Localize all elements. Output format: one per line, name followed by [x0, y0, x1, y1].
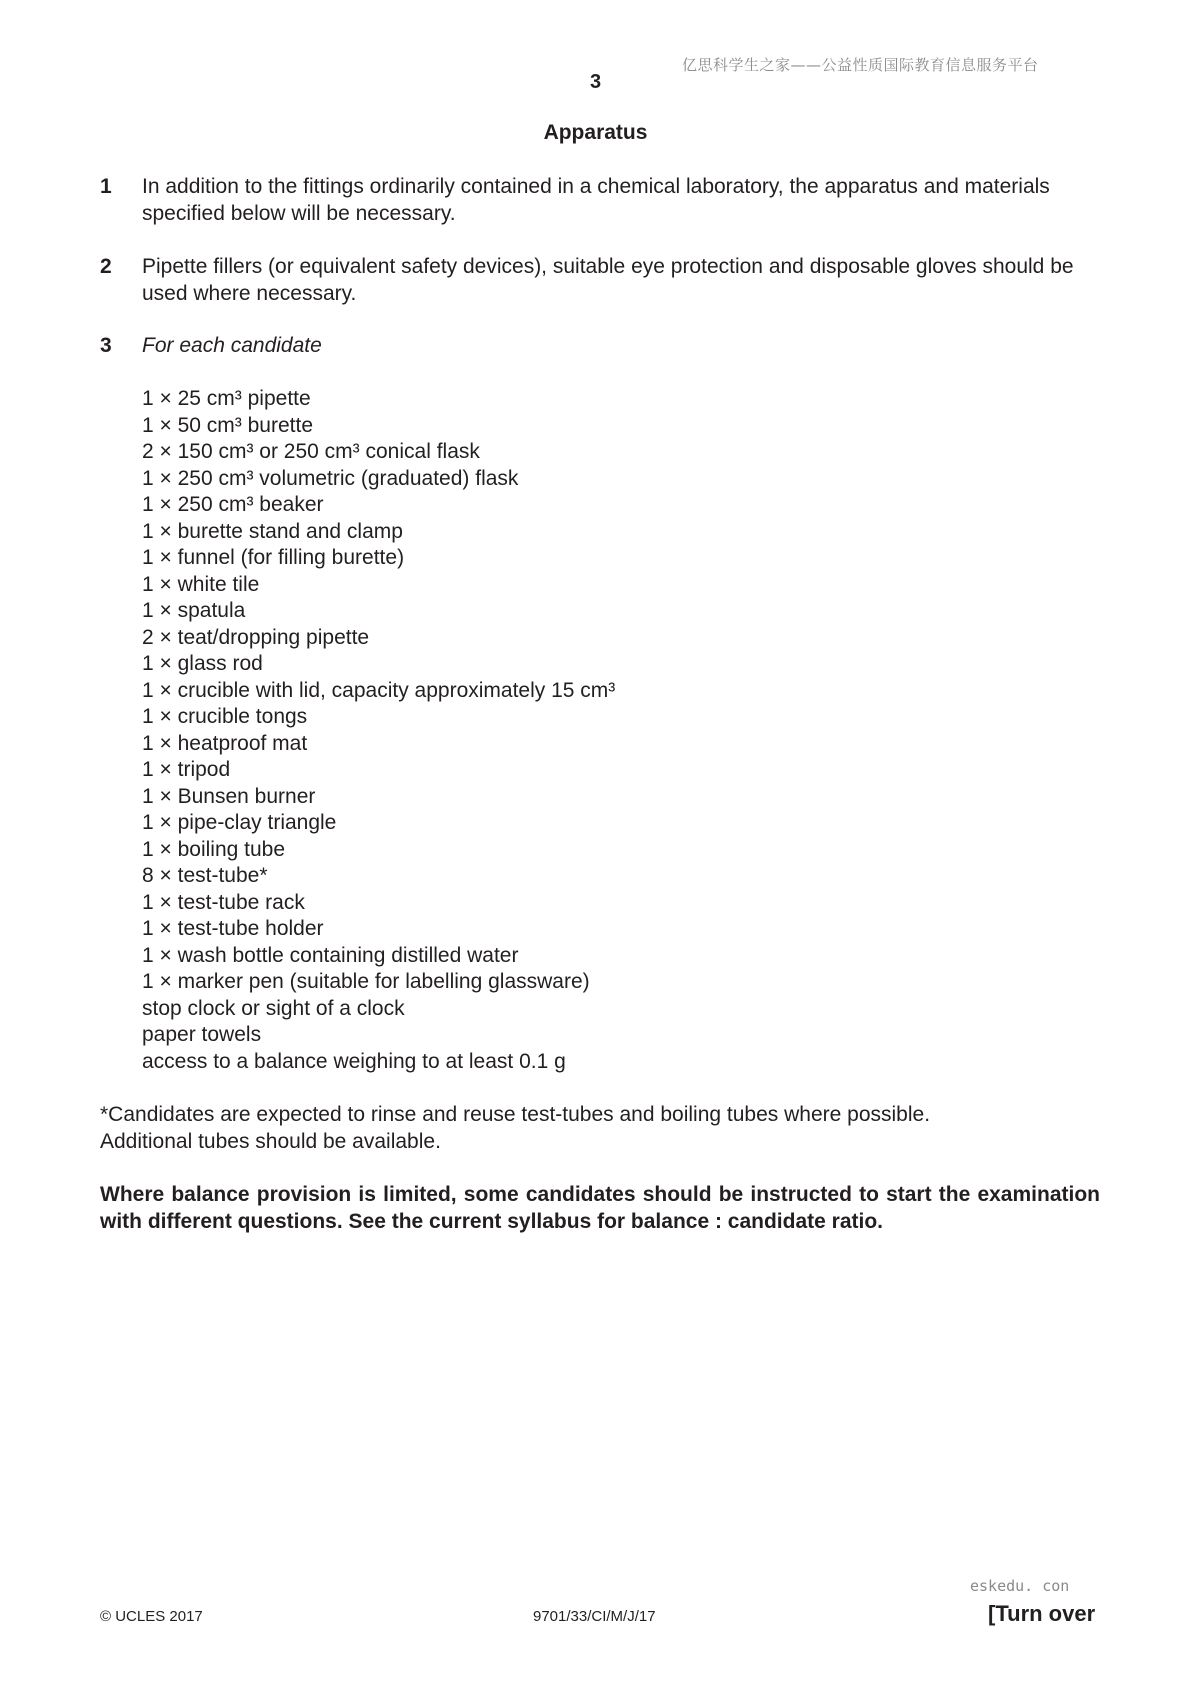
list-item: 1 × crucible with lid, capacity approximately 15 cm³	[142, 678, 616, 702]
apparatus-list	[142, 386, 615, 1075]
list-item: 1 × marker pen (suitable for labelling glassware)	[142, 970, 590, 993]
footnote-line: Additional tubes should be available.	[100, 1129, 441, 1153]
list-item: 8 × test-tube*	[142, 864, 268, 887]
copyright: © UCLES 2017	[100, 1608, 203, 1625]
page-number: 3	[589, 71, 602, 93]
list-item: 1 × heatproof mat	[142, 731, 308, 755]
list-item: 1 × test-tube rack	[142, 890, 305, 914]
paragraph-number: 1	[100, 175, 112, 198]
list-item: 2 × teat/dropping pipette	[142, 625, 370, 649]
list-item: 1 × funnel (for filling burette)	[142, 546, 405, 569]
list-item: 1 × 250 cm³ volumetric (graduated) flask	[142, 466, 519, 490]
paper-code: 9701/33/CI/M/J/17	[533, 1608, 656, 1625]
list-item: 1 × crucible tongs	[142, 705, 308, 728]
paragraph-text: For each candidate	[142, 334, 322, 357]
balance-note: Where balance provision is limited, some candidates should be instructed to start the examination with different questions. See the current syllabus for balance : candidate ratio.	[100, 1183, 1100, 1233]
paragraph-2	[100, 254, 1100, 307]
list-item: 1 × white tile	[142, 572, 260, 596]
list-item: 2 × 150 cm³ or 250 cm³ conical flask	[142, 440, 480, 463]
paragraph-1	[100, 174, 1100, 227]
list-item: 1 × spatula	[142, 599, 246, 622]
list-item: 1 × glass rod	[142, 652, 263, 675]
list-item: 1 × pipe-clay triangle	[142, 811, 337, 834]
list-item: 1 × wash bottle containing distilled water	[142, 943, 519, 967]
list-item: 1 × test-tube holder	[142, 917, 324, 940]
watermark-text: 亿思科学生之家——公益性质国际教育信息服务平台	[682, 56, 1039, 74]
list-item: 1 × Bunsen burner	[142, 784, 316, 808]
paragraph-text: In addition to the fittings ordinarily contained in a chemical laboratory, the apparatus and materials specified below will be necessary.	[142, 175, 1050, 225]
list-item: 1 × burette stand and clamp	[142, 519, 403, 543]
footnote	[100, 1102, 1100, 1155]
paragraph-number: 2	[100, 255, 112, 278]
list-item: stop clock or sight of a clock	[142, 996, 405, 1020]
list-item: 1 × tripod	[142, 758, 231, 781]
list-item: 1 × boiling tube	[142, 837, 286, 861]
list-item: access to a balance weighing to at least 0.1 g	[142, 1049, 566, 1073]
paragraph-number: 3	[100, 334, 112, 357]
list-item: 1 × 50 cm³ burette	[142, 413, 314, 437]
paragraph-3	[100, 333, 1100, 360]
paragraph-text: Pipette fillers (or equivalent safety devices), suitable eye protection and disposable gloves should be used where necessary.	[142, 255, 1074, 305]
list-item: 1 × 250 cm³ beaker	[142, 493, 324, 516]
site-watermark: eskedu. con	[970, 1577, 1070, 1595]
list-item: 1 × 25 cm³ pipette	[142, 387, 311, 410]
turn-over: [Turn over	[988, 1601, 1096, 1626]
list-item: paper towels	[142, 1023, 262, 1046]
section-heading: Apparatus	[543, 121, 648, 144]
footnote-line: *Candidates are expected to rinse and reuse test-tubes and boiling tubes where possible.	[100, 1103, 931, 1126]
